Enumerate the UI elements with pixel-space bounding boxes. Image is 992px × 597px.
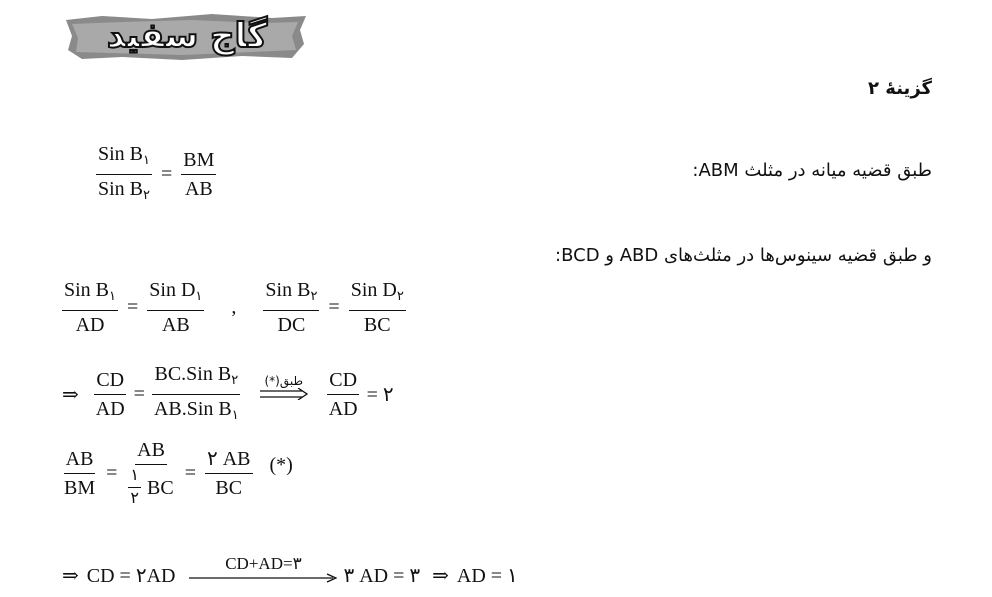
- star-tag: (*): [269, 453, 293, 476]
- equation-ratio-derivation: [62, 362, 398, 427]
- equation-median-ratio: [96, 142, 216, 207]
- num-text: CD: [327, 368, 359, 395]
- brand-logo: [62, 10, 308, 66]
- fraction-one-half: [128, 467, 141, 508]
- labeled-arrow: [260, 373, 308, 400]
- den-text: BC: [215, 476, 243, 499]
- fraction-bm-ab: [181, 148, 216, 201]
- fraction-sinb2-dc: [263, 278, 319, 337]
- num-text: Sin D: [149, 279, 196, 301]
- equals-sign: =: [184, 461, 196, 484]
- den-text: BC: [363, 314, 391, 336]
- num-text: ۱: [128, 467, 141, 488]
- fraction-sinb1-ad: [62, 278, 118, 337]
- equals-sign: =: [106, 461, 118, 484]
- result-cd-2ad: CD = ۲AD: [86, 564, 176, 587]
- implies-icon: ⇒: [432, 564, 449, 587]
- num-text: Sin B: [265, 279, 311, 301]
- fraction-sind2-bc: [349, 278, 406, 337]
- equals-sign: =: [127, 296, 139, 318]
- den-text: Sin B: [98, 178, 144, 200]
- subscript: ۱: [231, 407, 239, 422]
- fraction-ab-bm: [62, 447, 97, 500]
- den-text: BC: [147, 476, 174, 499]
- fraction-sind1-ab: [147, 278, 204, 337]
- subscript: ۱: [195, 288, 203, 303]
- equals-sign: =: [328, 296, 340, 318]
- den-text: AD: [328, 398, 358, 420]
- den-text: BM: [64, 476, 96, 499]
- equation-sine-law: [62, 278, 406, 337]
- subscript: ۲: [231, 372, 239, 387]
- subscript: ۱: [143, 152, 151, 167]
- arrow-label: CD+AD=۳: [225, 554, 302, 573]
- statement-sine-law: و طبق قضیه سینوس‌ها در مثلث‌های ABD و BCD:: [555, 245, 932, 266]
- fraction-cd-ad-result: [327, 368, 360, 421]
- den-text: AB: [184, 178, 213, 200]
- den-text: AD: [75, 314, 105, 336]
- subscript: ۲: [310, 288, 318, 303]
- fraction-cd-ad: [94, 368, 127, 421]
- fraction-bc-sinb2-over-ab-sinb1: [152, 362, 241, 427]
- answer-heading: گزینهٔ ۲: [868, 78, 932, 99]
- equation-final: [62, 554, 518, 590]
- implies-icon: ⇒: [62, 564, 79, 587]
- fraction-ab-over-half-bc: [126, 438, 175, 508]
- result-ad-1: AD = ۱: [456, 564, 518, 587]
- num-text: BM: [181, 148, 216, 175]
- fraction-sinb1-sinb2: [96, 142, 152, 207]
- statement-median-theorem: طبق قضیه میانه در مثلث ABM:: [692, 160, 932, 181]
- fraction-2ab-bc: [205, 447, 253, 500]
- comma-separator: ,: [231, 296, 237, 318]
- num-text: AB: [64, 447, 96, 474]
- subscript: ۲: [143, 187, 151, 202]
- subscript: ۱: [109, 288, 117, 303]
- num-text: CD: [94, 368, 126, 395]
- num-text: ۲ AB: [205, 447, 253, 474]
- right-arrow-icon: [189, 573, 337, 583]
- logo-text: گاج سفید: [106, 16, 268, 56]
- num-text: Sin D: [350, 279, 397, 301]
- equation-star-relation: [62, 438, 297, 508]
- result-value: = ۲: [366, 384, 394, 406]
- equals-sign: =: [133, 383, 145, 405]
- result-3ad-3: ۳ AD = ۳: [343, 564, 421, 587]
- den-text: AB: [161, 314, 190, 336]
- labeled-arrow: [189, 555, 337, 583]
- den-text: AB.Sin B: [153, 398, 232, 420]
- long-implies-arrow-icon: [260, 388, 308, 400]
- subscript: ۲: [396, 288, 404, 303]
- den-text: DC: [277, 314, 306, 336]
- implies-icon: ⇒: [62, 384, 79, 406]
- equals-sign: =: [161, 163, 173, 185]
- den-text: AD: [95, 398, 125, 420]
- num-text: AB: [135, 438, 167, 465]
- den-text: ۲: [130, 490, 139, 507]
- num-text: Sin B: [98, 143, 144, 165]
- num-text: Sin B: [64, 279, 110, 301]
- arrow-label: طبق(*): [264, 373, 303, 388]
- num-text: BC.Sin B: [154, 363, 232, 385]
